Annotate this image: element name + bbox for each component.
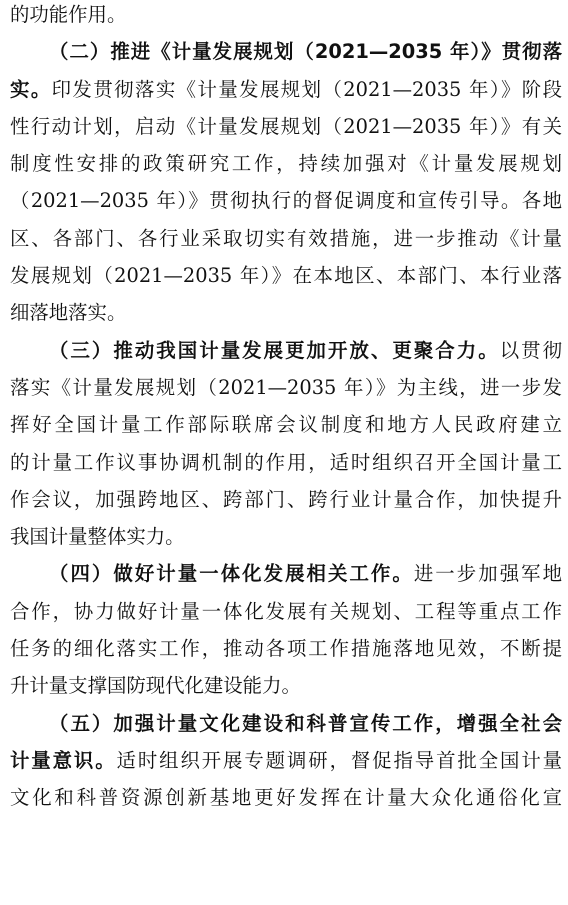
- text-line: [10, 667, 562, 704]
- line-text: 进一步加强军地: [413, 562, 563, 586]
- section-heading: （五）加强计量文化建设和科普宣传工作，增强全社会: [49, 711, 562, 735]
- line-text: 合作，协力做好计量一体化发展有关规划、工程等重点工作: [10, 599, 562, 623]
- text-line: [10, 257, 562, 294]
- section-heading: 实。: [10, 77, 52, 101]
- line-text: （2021—2035 年）》贯彻执行的督促调度和宣传引导。各地: [10, 189, 562, 213]
- text-line: [10, 518, 562, 555]
- line-text: 区、各部门、各行业采取切实有效措施，进一步推动《计量: [10, 226, 562, 250]
- paragraph-5: [10, 705, 562, 817]
- section-heading: 计量意识。: [10, 748, 117, 772]
- text-line: [10, 481, 562, 518]
- text-line: [10, 555, 562, 592]
- line-text: 我国计量整体实力。: [10, 525, 185, 549]
- line-text: 以贯彻: [499, 338, 563, 362]
- line-text: 挥好全国计量工作部际联席会议制度和地方人民政府建立: [10, 413, 562, 437]
- line-text: 落实《计量发展规划（2021—2035 年）》为主线，进一步发: [10, 375, 562, 399]
- text-line: [10, 593, 562, 630]
- document-body: [10, 0, 562, 817]
- text-line: [10, 0, 562, 33]
- line-text: 发展规划（2021—2035 年）》在本地区、本部门、本行业落: [10, 264, 562, 288]
- text-line: [10, 71, 562, 108]
- line-text: 印发贯彻落实《计量发展规划（2021—2035 年）》阶段: [51, 77, 562, 101]
- line-text: 制度性安排的政策研究工作，持续加强对《计量发展规划: [10, 152, 562, 176]
- text-line: [10, 182, 562, 219]
- line-text: 性行动计划，启动《计量发展规划（2021—2035 年）》有关: [10, 114, 562, 138]
- text-line: [10, 108, 562, 145]
- paragraph-2: [10, 33, 562, 331]
- text-line: [10, 779, 562, 816]
- text-line: [10, 332, 562, 369]
- text-line: [10, 369, 562, 406]
- text-line: [10, 220, 562, 257]
- line-text: 适时组织开展专题调研，督促指导首批全国计量: [116, 748, 563, 772]
- text-line: [10, 145, 562, 182]
- text-line: [10, 444, 562, 481]
- text-line: [10, 630, 562, 667]
- paragraph-4: [10, 555, 562, 704]
- line-text: 的功能作用。: [10, 3, 127, 26]
- text-line: [10, 705, 562, 742]
- paragraph-3: [10, 332, 562, 556]
- section-heading: （二）推进《计量发展规划（2021—2035 年）》贯彻落: [49, 40, 562, 64]
- section-heading: （四）做好计量一体化发展相关工作。: [49, 562, 414, 586]
- text-line: [10, 294, 562, 331]
- text-line: [10, 742, 562, 779]
- line-text: 升计量支撑国防现代化建设能力。: [10, 674, 301, 698]
- line-text: 的计量工作议事协调机制的作用，适时组织召开全国计量工: [10, 450, 562, 474]
- line-text: 细落地落实。: [10, 301, 127, 325]
- text-line: [10, 33, 562, 70]
- paragraph-1: [10, 0, 562, 33]
- line-text: 文化和科普资源创新基地更好发挥在计量大众化通俗化宣: [10, 786, 562, 810]
- line-text: 任务的细化落实工作，推动各项工作措施落地见效，不断提: [10, 637, 562, 661]
- line-text: 作会议，加强跨地区、跨部门、跨行业计量合作，加快提升: [10, 487, 562, 511]
- section-heading: （三）推动我国计量发展更加开放、更聚合力。: [49, 338, 500, 362]
- text-line: [10, 406, 562, 443]
